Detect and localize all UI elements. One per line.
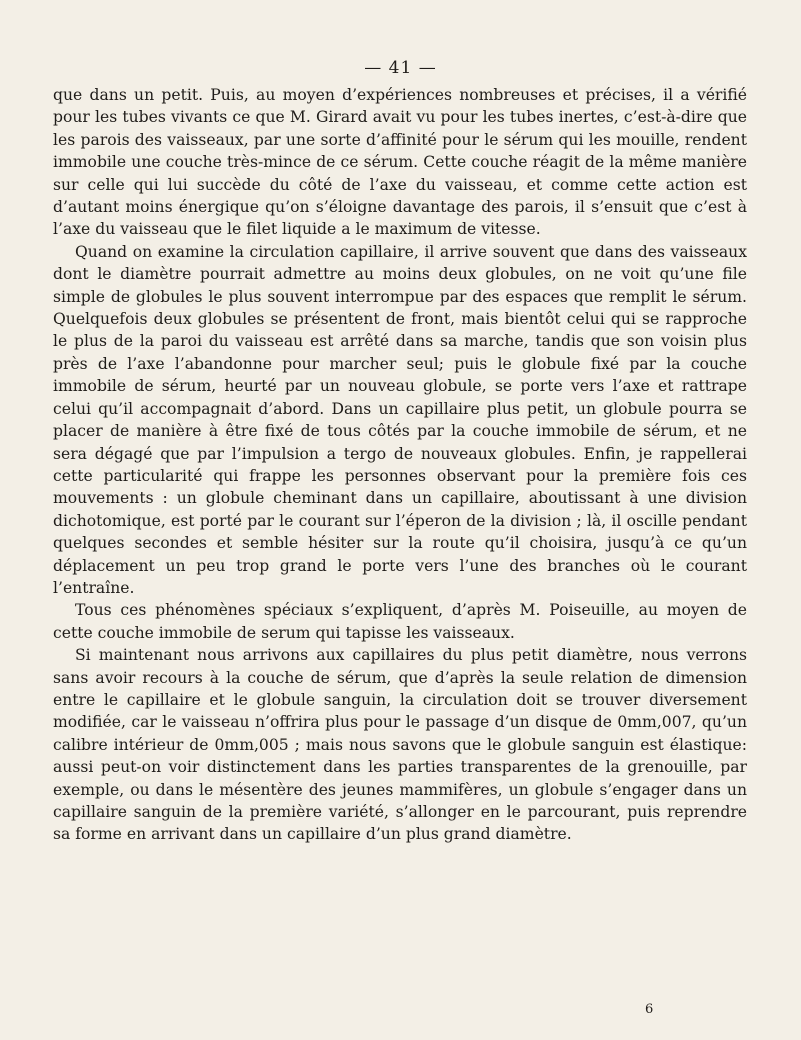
signature-mark: 6 [645,1002,654,1017]
paragraph: Tous ces phénomènes spéciaux s’expliquent, d’après M. Poiseuille, au moyen de cette couche immobile de serum qui tapisse les vaisseaux. [53,601,747,642]
paragraph: Quand on examine la circulation capillaire, il arrive souvent que dans des vaisseaux dont le diamètre pourrait admettre au moins deux globules, on ne voit qu’une file simple de globules le plus souvent interrompue par des espaces que remplit le sérum. Quelquefois deux globules se présentent de front, mais bientôt celui qui se rapproche le plus de la paroi du vaisseau est arrêté dans sa marche, tandis que son voisin plus près de l’axe l’abandonne pour marcher seul; puis le globule fixé par la couche immobile de sérum, heurté par un nouveau globule, se porte vers l’axe et rattrape celui qu’il accompagnait d’abord. Dans un capillaire plus petit, un globule pourra se placer de manière à être fixé de tous côtés par la couche immobile de sérum, et ne sera dégagé que par l’impulsion a tergo de nouveaux globules. Enfin, je rappellerai cette particularité qui frappe les personnes observant pour la première fois ces mouvements : un globule cheminant dans un capillaire, aboutissant à une division dichotomique, est porté par le courant sur l’éperon de la division ; là, il oscille pendant quelques secondes et semble hésiter sur la route qu’il choisira, jusqu’à ce qu’un déplacement un peu trop grand le porte vers l’une des branches où le courant l’entraîne. [53,242,747,597]
paragraph: Si maintenant nous arrivons aux capillaires du plus petit diamètre, nous verrons sans avoir recours à la couche de sérum, que d’après la seule relation de dimension entre le capillaire et le globule sanguin, la circulation doit se trouver diversement modifiée, car le vaisseau n’offrira plus pour le passage d’un disque de 0mm,007, qu’un calibre intérieur de 0mm,005 ; mais nous savons que le globule sanguin est élastique: aussi peut-on voir distinctement dans les parties transparentes de la grenouille, par exemple, ou dans le mésentère des jeunes mammifères, un globule s’engager dans un capillaire sanguin de la première variété, s’allonger en le parcourant, puis reprendre sa forme en arrivant dans un capillaire d’un plus grand diamètre. [53,646,747,844]
body-text [53,84,747,846]
paragraph: que dans un petit. Puis, au moyen d’expériences nombreuses et précises, il a vérifié pour les tubes vivants ce que M. Girard avait vu pour les tubes inertes, c’est-à-dire que les parois des vaisseaux, par une sorte d’affinité pour le sérum qui les mouille, rendent immobile une couche très-mince de ce sérum. Cette couche réagit de la même manière sur celle qui lui succède du côté de l’axe du vaisseau, et comme cette action est d’autant moins énergique qu’on s’éloigne davantage des parois, il s’ensuit que c’est à l’axe du vaisseau que le filet liquide a le maximum de vitesse. [53,86,747,239]
page-number: — 41 — [364,58,437,78]
